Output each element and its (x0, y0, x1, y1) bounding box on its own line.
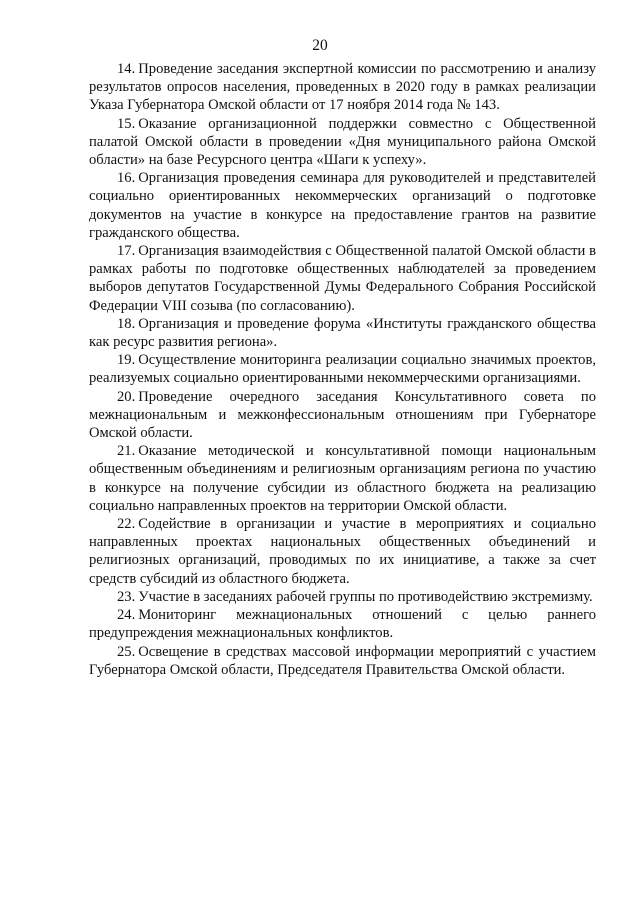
list-item (89, 351, 596, 387)
item-text: Оказание методической и консультативной помощи национальным общественным объединениям и религиозным организациям региона по участию в конкурсе на получение субсидии из областного бюджета на реализацию социально направленных проектов на территории Омской области. (89, 443, 596, 514)
list-item (89, 315, 596, 351)
list-item (89, 643, 596, 679)
list-item (89, 515, 596, 588)
item-number: 18. (117, 315, 136, 332)
item-text: Мониторинг межнациональных отношений с целью раннего предупреждения межнациональных конфликтов. (89, 607, 596, 642)
item-text: Освещение в средствах массовой информации мероприятий с участием Губернатора Омской области, Председателя Правительства Омской области. (89, 643, 596, 678)
list-item (89, 388, 596, 443)
item-text: Содействие в организации и участие в мероприятиях и социально направленных проектах национальных общественных объединений и религиозных организаций, проводимых по их инициативе, а также за счет средств субсидий из областного бюджета. (89, 516, 596, 587)
item-number: 16. (117, 170, 136, 187)
item-number: 24. (117, 607, 136, 624)
list-item (89, 242, 596, 315)
item-text: Организация и проведение форума «Институты гражданского общества как ресурс развития региона». (89, 315, 596, 351)
page-number: 20 (312, 37, 328, 54)
list-item (89, 115, 596, 170)
item-number: 23. (117, 588, 136, 605)
item-text: Участие в заседаниях рабочей группы по противодействию экстремизму. (138, 588, 593, 605)
list-item (89, 606, 596, 642)
item-number: 14. (117, 61, 136, 77)
item-number: 22. (117, 516, 136, 533)
item-text: Осуществление мониторинга реализации социально значимых проектов, реализуемых социально ориентированными некоммерческими организациями. (89, 352, 596, 387)
item-number: 19. (117, 352, 136, 369)
item-text: Проведение заседания экспертной комиссии по рассмотрению и анализу результатов опросов населения, проведенных в 2020 году в рамках реализации Указа Губернатора Омской области от 17 ноября 2014 года № 143. (89, 61, 596, 114)
list-item (89, 169, 596, 242)
document-body (89, 60, 596, 679)
item-text: Проведение очередного заседания Консультативного совета по межнациональным и межконфессиональным отношениям при Губернаторе Омской области. (89, 388, 596, 442)
list-item (89, 442, 596, 515)
item-number: 17. (117, 243, 136, 260)
item-text: Организация взаимодействия с Общественной палатой Омской области в рамках работы по подготовке общественных наблюдателей за проведением выборов депутатов Государственной Думы Федерального Собрания Российской Федерации VIII созыва (по согласованию). (89, 243, 596, 314)
item-number: 25. (117, 643, 136, 660)
item-number: 21. (117, 443, 136, 460)
list-item (89, 60, 596, 115)
item-text: Оказание организационной поддержки совместно с Общественной палатой Омской области в проведении «Дня муниципального района Омской области» на базе Ресурсного центра «Шаги к успеху». (89, 115, 596, 169)
item-text: Организация проведения семинара для руководителей и представителей социально ориентированных некоммерческих организаций о подготовке документов на участие в конкурсе на предоставление грантов на развитие гражданского общества. (89, 170, 596, 241)
item-number: 15. (117, 115, 136, 132)
list-item (89, 588, 596, 606)
item-number: 20. (117, 388, 136, 405)
